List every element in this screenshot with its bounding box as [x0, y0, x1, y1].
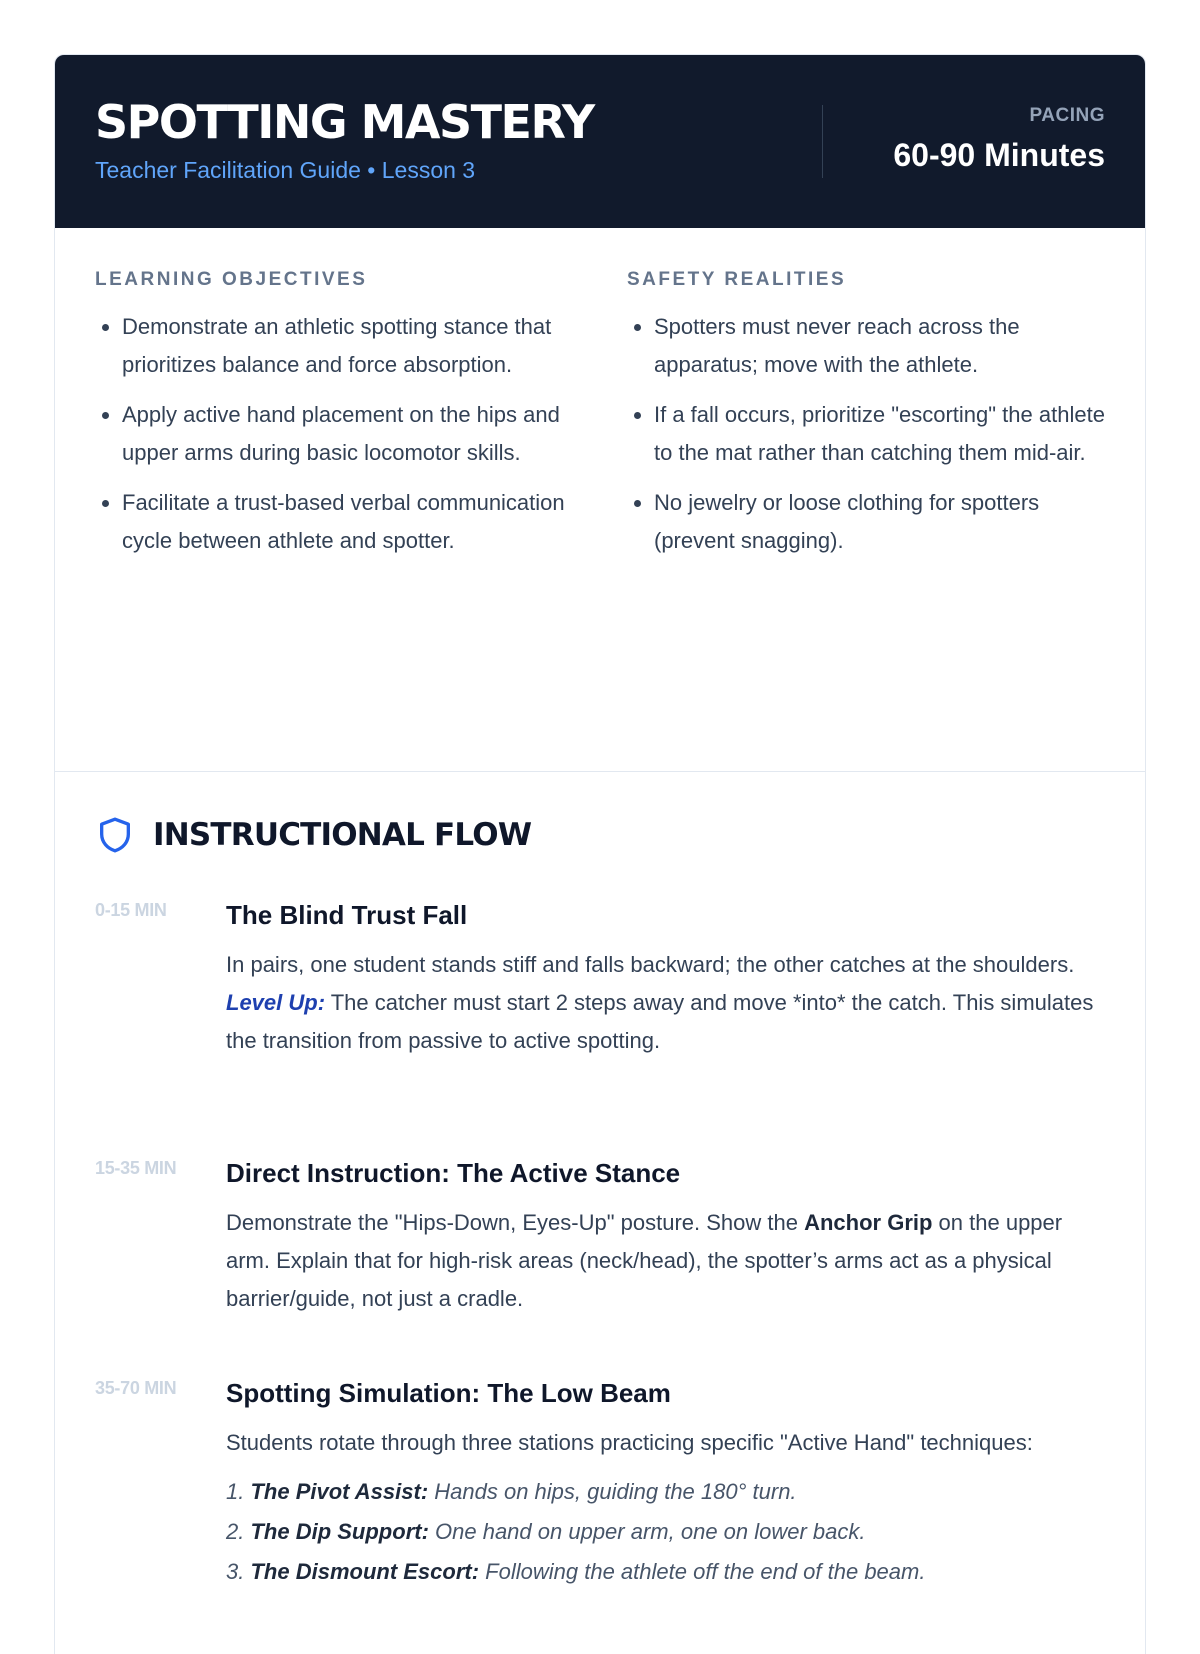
list-item — [226, 1472, 1107, 1512]
station-name: The Dismount Escort: — [250, 1559, 480, 1584]
levelup-text: The catcher must start 2 steps away and move *into* the catch. This simulates the transition from passive to active spotting. — [226, 990, 1094, 1053]
step-body — [226, 898, 1107, 1060]
list-item: • Apply active hand placement on the hips and upper arms during basic locomotor skills. — [122, 396, 575, 472]
stations-list — [226, 1472, 1107, 1592]
station-name: The Dip Support: — [250, 1519, 429, 1544]
shield-icon — [95, 814, 135, 856]
step-title: The Blind Trust Fall — [226, 900, 468, 930]
objectives-list — [95, 308, 575, 560]
step-levelup — [226, 984, 1107, 1060]
step-text-after: on the upper arm. Explain that for high-risk areas (neck/head), the spotter’s arms act as a physical barrier/guide, not just a cradle. — [226, 1210, 1063, 1311]
lesson-card — [54, 54, 1146, 1654]
step-time: 0-15 MIN — [95, 900, 167, 920]
list-item: • No jewelry or loose clothing for spotters (prevent snagging). — [654, 484, 1107, 560]
safety-list — [627, 308, 1107, 560]
overview-section — [55, 228, 1145, 772]
anchor-grip-term: Anchor Grip — [804, 1210, 933, 1235]
station-number: 2. — [226, 1519, 245, 1544]
step-title: Spotting Simulation: The Low Beam — [226, 1378, 671, 1408]
pacing-value: 60-90 Minutes — [893, 137, 1105, 173]
step-title: Direct Instruction: The Active Stance — [226, 1158, 681, 1188]
station-number: 3. — [226, 1559, 245, 1584]
list-item: • Facilitate a trust-based verbal communication cycle between athlete and spotter. — [122, 484, 575, 560]
flow-heading: INSTRUCTIONAL FLOW — [153, 817, 532, 853]
step-body — [226, 1156, 1107, 1318]
step-text-before: Demonstrate the "Hips-Down, Eyes-Up" posture. Show the — [226, 1210, 805, 1235]
list-item — [226, 1552, 1107, 1592]
step-text: Students rotate through three stations practicing specific "Active Hand" techniques: — [226, 1430, 1033, 1455]
station-desc: Following the athlete off the end of the beam. — [479, 1559, 926, 1584]
step-text: In pairs, one student stands stiff and falls backward; the other catches at the shoulders. — [226, 952, 1075, 977]
station-desc: One hand on upper arm, one on lower back. — [428, 1519, 866, 1544]
flow-header — [95, 812, 531, 858]
step-time: 35-70 MIN — [95, 1378, 177, 1398]
station-desc: Hands on hips, guiding the 180° turn. — [428, 1479, 797, 1504]
page-title: SPOTTING MASTERY — [95, 95, 594, 149]
list-item: • If a fall occurs, prioritize "escorting" the athlete to the mat rather than catching them mid-air. — [654, 396, 1107, 472]
step-body — [226, 1376, 1107, 1592]
step-text — [226, 1204, 1107, 1318]
list-item: • Spotters must never reach across the apparatus; move with the athlete. — [654, 308, 1107, 384]
station-name: The Pivot Assist: — [250, 1479, 429, 1504]
safety-heading: SAFETY REALITIES — [627, 269, 847, 290]
levelup-label: Level Up: — [226, 990, 326, 1015]
safety-realities — [627, 268, 1107, 572]
station-number: 1. — [226, 1479, 245, 1504]
step-time: 15-35 MIN — [95, 1158, 177, 1178]
objectives-heading: LEARNING OBJECTIVES — [95, 269, 368, 290]
pacing-label: PACING — [1029, 105, 1105, 126]
page-subtitle: Teacher Facilitation Guide • Lesson 3 — [95, 157, 476, 183]
header — [55, 55, 1145, 228]
learning-objectives — [95, 268, 575, 572]
list-item: • Demonstrate an athletic spotting stance that prioritizes balance and force absorption. — [122, 308, 575, 384]
header-divider — [822, 105, 823, 178]
list-item — [226, 1512, 1107, 1552]
